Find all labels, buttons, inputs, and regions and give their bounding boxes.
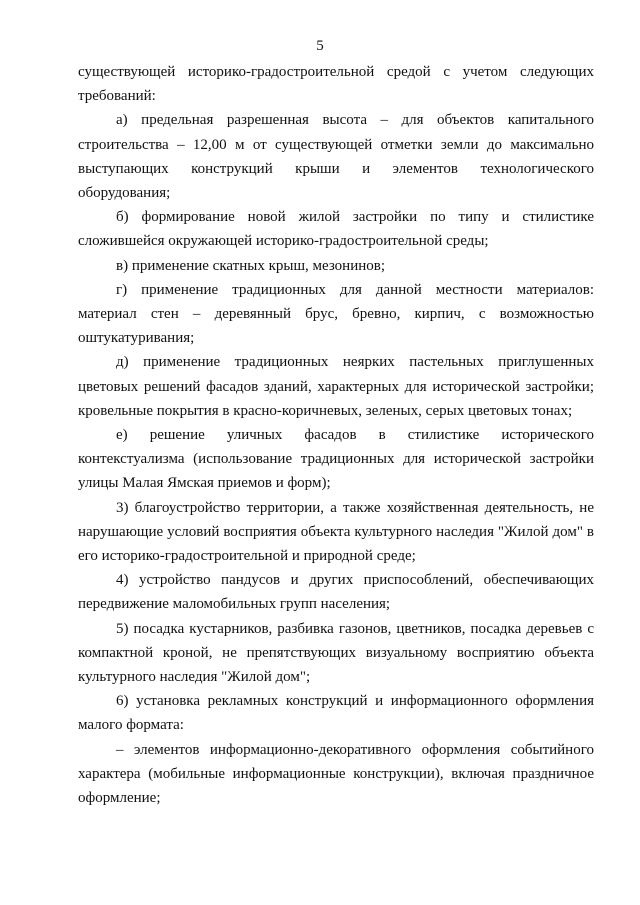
paragraph: б) формирование новой жилой застройки по типу и стилистике сложившейся окружающей историко-градостроительной среды; [78, 209, 594, 250]
paragraph: 4) устройство пандусов и других приспособлений, обеспечивающих передвижение маломобильных групп населения; [78, 572, 594, 613]
paragraph: в) применение скатных крыш, мезонинов; [116, 257, 385, 274]
paragraph: существующей историко-градостроительной средой с учетом следующих требований: [78, 64, 594, 105]
paragraph: г) применение традиционных для данной местности материалов: материал стен – деревянный брус, бревно, кирпич, с возможностью оштукатуривания; [78, 281, 594, 347]
document-body [78, 60, 594, 810]
paragraph: 6) установка рекламных конструкций и информационного оформления малого формата: [78, 693, 594, 734]
paragraph: 3) благоустройство территории, а также хозяйственная деятельность, не нарушающие условий восприятия объекта культурного наследия "Жилой дом" в его историко-градостроительной и природной среде; [78, 499, 594, 565]
paragraph: 5) посадка кустарников, разбивка газонов, цветников, посадка деревьев с компактной кроной, не препятствующих визуальному восприятию объекта культурного наследия "Жилой дом"; [78, 620, 594, 686]
paragraph: д) применение традиционных неярких пастельных приглушенных цветовых решений фасадов зданий, характерных для исторической застройки; кровельные покрытия в красно-коричневых, зеленых, серых цветовых тонах; [78, 354, 594, 419]
paragraph: – элементов информационно-декоративного оформления событийного характера (мобильные информационные конструкции), включая праздничное оформление; [78, 741, 594, 807]
paragraph: е) решение уличных фасадов в стилистике исторического контекстуализма (использование традиционных для исторической застройки улицы Малая Ямская приемов и форм); [78, 427, 594, 492]
paragraph: а) предельная разрешенная высота – для объектов капитального строительства – 12,00 м от существующей отметки земли до максимально выступающих конструкций крыши и элементов технологического оборудования; [78, 112, 594, 202]
page-number: 5 [316, 38, 324, 54]
